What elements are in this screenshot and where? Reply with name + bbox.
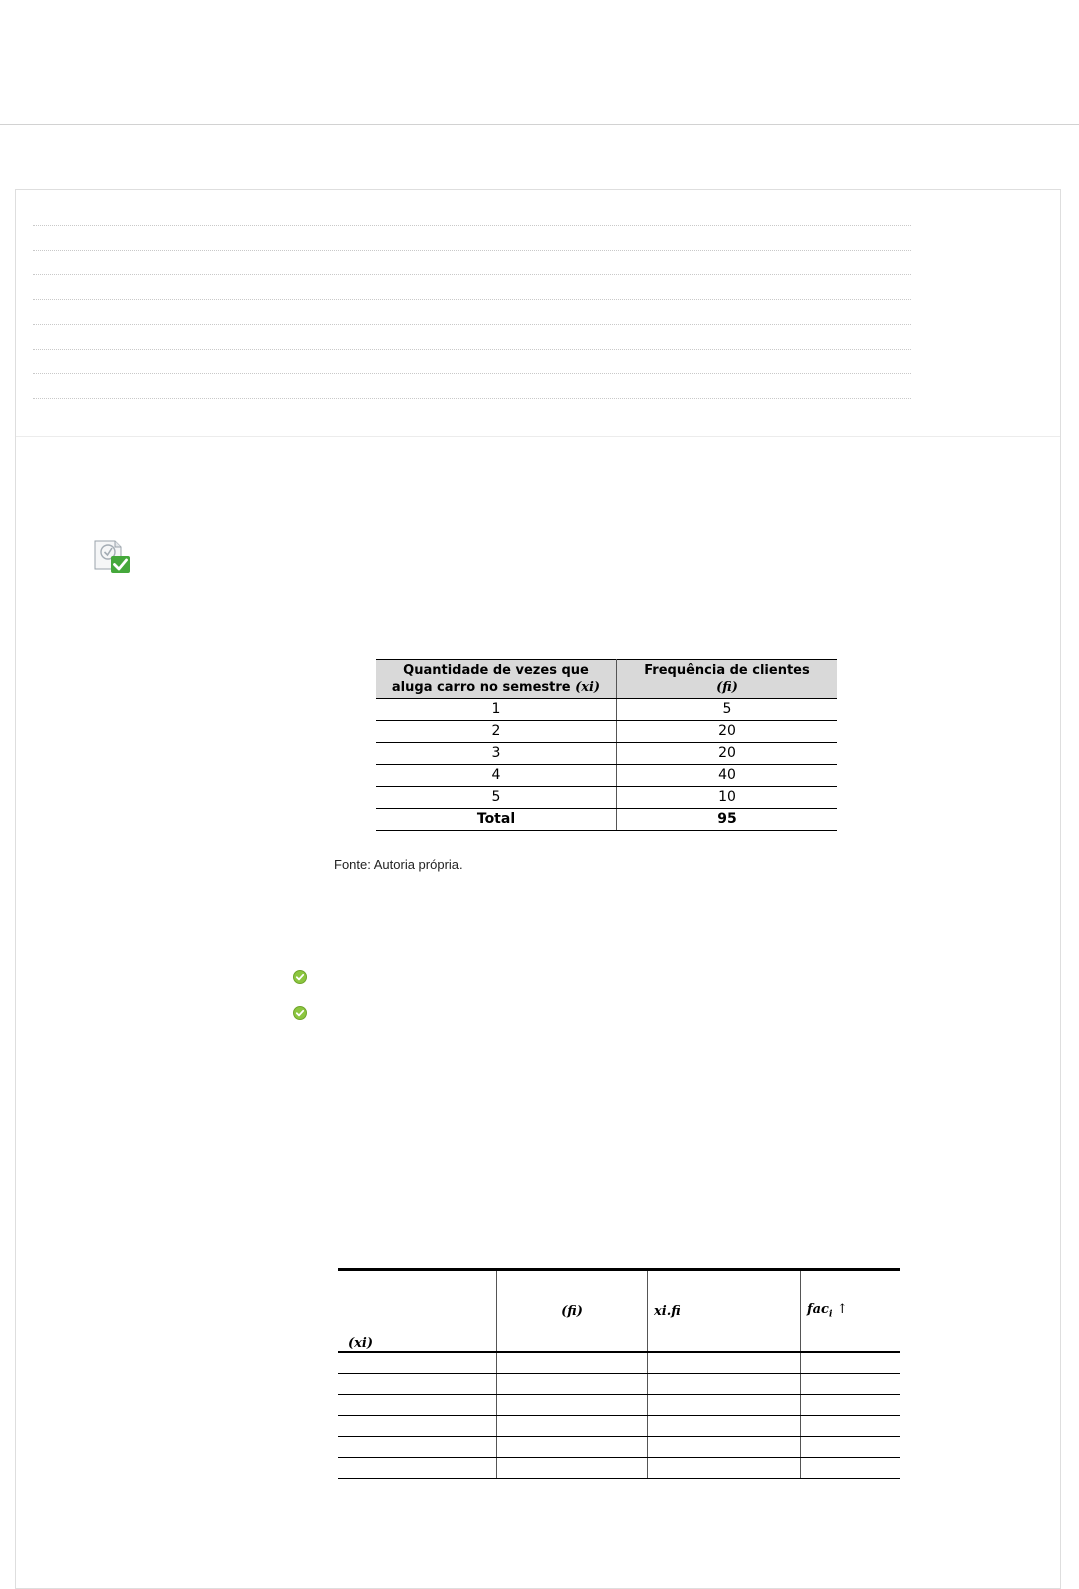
header-fac <box>801 1270 901 1353</box>
calculation-table <box>338 1268 900 1479</box>
header-xi <box>376 660 617 699</box>
total-value: 95 <box>617 809 838 831</box>
header-fi <box>617 660 838 699</box>
cell-fi: 10 <box>617 787 838 809</box>
header-xi: (xi) <box>338 1270 497 1353</box>
table-row <box>338 1437 900 1458</box>
cell-fi: 20 <box>617 743 838 765</box>
summary-band <box>16 190 1060 437</box>
total-row <box>376 809 837 831</box>
table-row <box>338 1395 900 1416</box>
header-fac-label: fac <box>807 1302 829 1318</box>
table-row <box>376 721 837 743</box>
summary-row <box>33 373 911 374</box>
check-circle-icon <box>293 970 307 984</box>
summary-row <box>33 349 911 350</box>
document-check-icon <box>93 535 133 575</box>
header-fi: (fi) <box>497 1270 648 1353</box>
summary-row <box>33 299 911 300</box>
cell-xi: 2 <box>376 721 617 743</box>
cell-fi: 20 <box>617 721 838 743</box>
cell-xi: 1 <box>376 699 617 721</box>
table-row <box>376 699 837 721</box>
check-circle-icon <box>293 1006 307 1020</box>
table-row <box>338 1458 900 1479</box>
summary-row <box>33 274 911 275</box>
frequency-table <box>376 659 837 831</box>
cell-xi: 4 <box>376 765 617 787</box>
source-note: Fonte: Autoria própria. <box>334 857 463 872</box>
table-row <box>338 1416 900 1437</box>
header-divider <box>0 124 1079 125</box>
summary-row <box>33 398 911 399</box>
total-label: Total <box>376 809 617 831</box>
cell-fi: 40 <box>617 765 838 787</box>
table-row <box>338 1352 900 1374</box>
table-row <box>376 765 837 787</box>
header-xi-label: Quantidade de vezes que aluga carro no semestre <box>391 663 589 695</box>
question-panel <box>15 189 1061 1589</box>
header-fi-label: Frequência de clientes <box>644 663 810 678</box>
summary-row <box>33 324 911 325</box>
table-row <box>376 787 837 809</box>
summary-row <box>33 225 911 226</box>
table-row <box>376 743 837 765</box>
summary-row <box>33 250 911 251</box>
cell-xi: 3 <box>376 743 617 765</box>
header-xifi: xi.fi <box>648 1270 801 1353</box>
header-xi-symbol: (xi) <box>575 680 601 695</box>
cell-xi: 5 <box>376 787 617 809</box>
cell-fi: 5 <box>617 699 838 721</box>
table-row <box>338 1374 900 1395</box>
arrow-up-icon: ↑ <box>836 1302 848 1318</box>
header-fac-sub: i <box>828 1309 833 1320</box>
header-fi-symbol: (fi) <box>716 680 738 695</box>
